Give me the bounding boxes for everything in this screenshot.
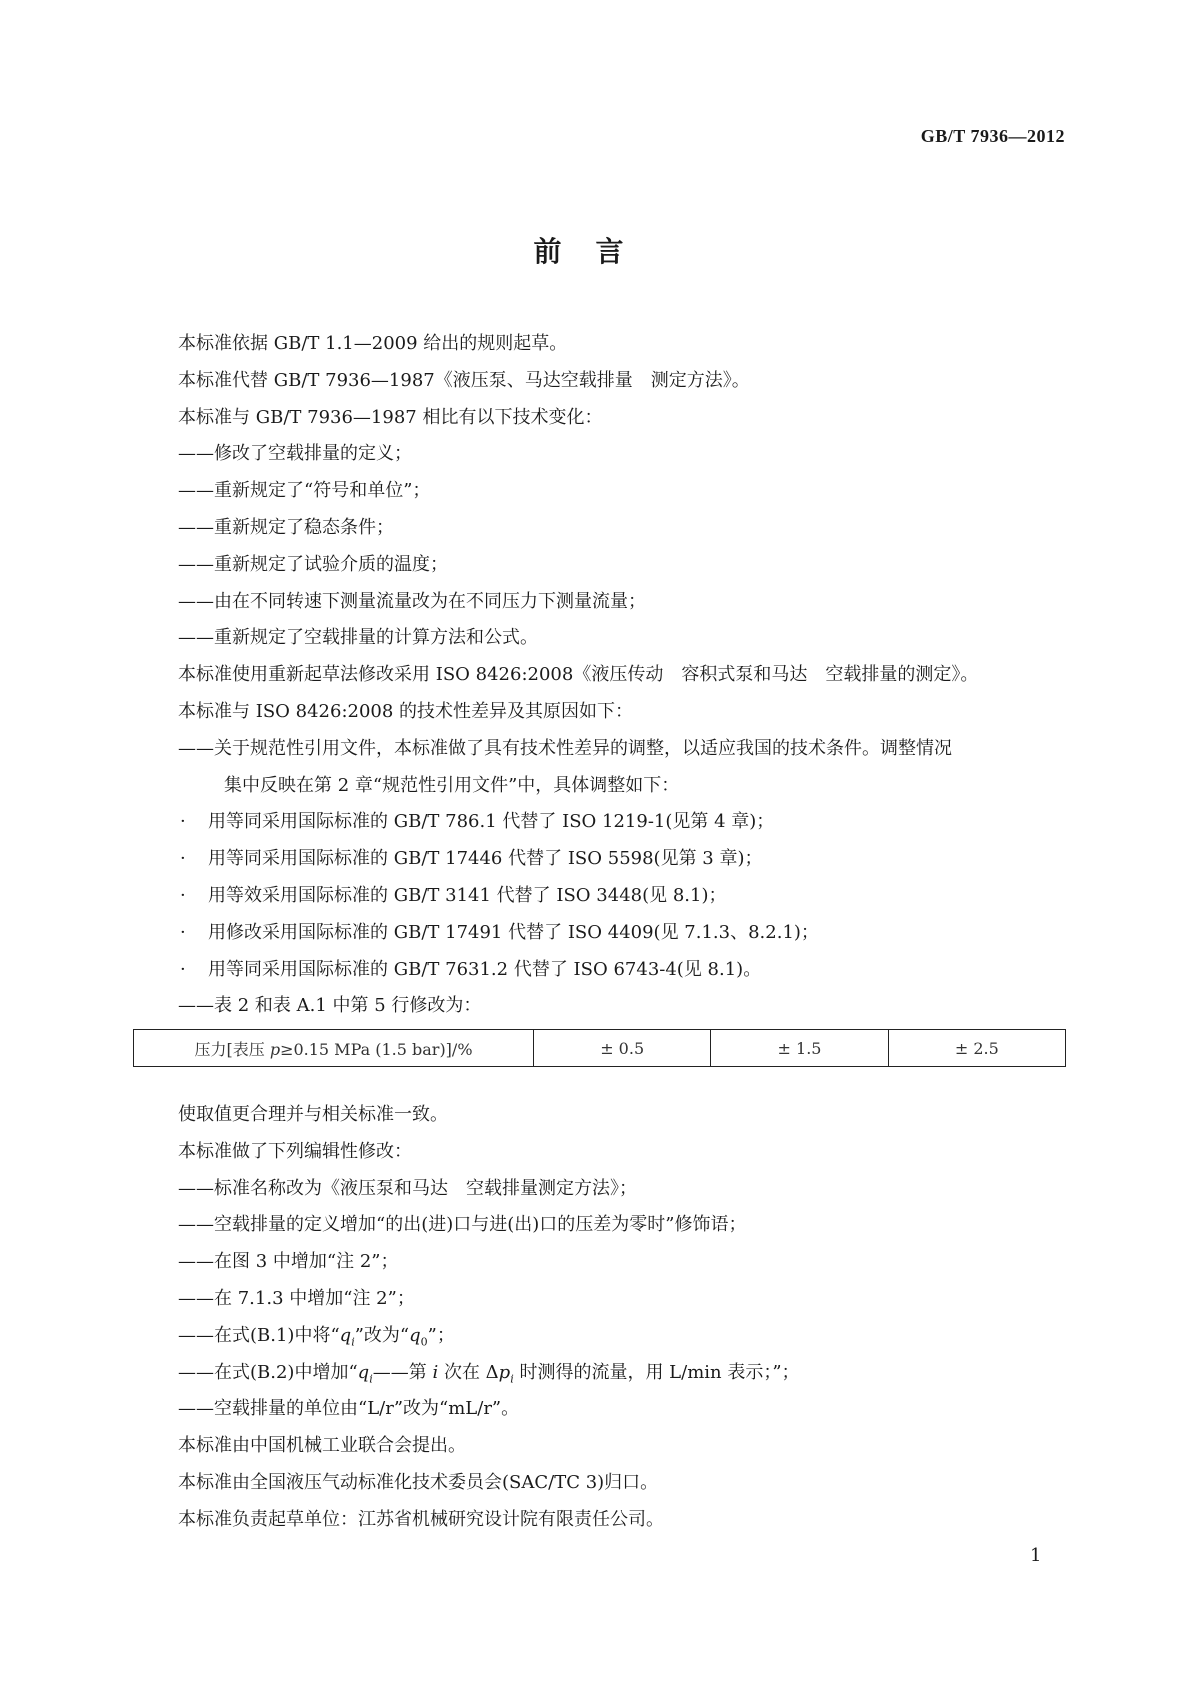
- bullet-icon: ·: [180, 848, 186, 870]
- list-item: ——空载排量的定义增加“的出(进)口与进(出)口的压差为零时”修饰语；: [178, 1214, 747, 1236]
- bullet-icon: ·: [180, 811, 186, 833]
- bullet-icon: ·: [180, 921, 186, 943]
- section-intro: [178, 326, 1068, 1025]
- table-cell: ± 1.5: [711, 1030, 888, 1067]
- bullet-item: · 用等同采用国际标准的 GB/T 17446 代替了 ISO 5598(见第 3 章)；: [176, 841, 1068, 878]
- list-item-continued: 集中反映在第 2 章“规范性引用文件”中，具体调整如下：: [224, 774, 680, 796]
- table-cell-label: 压力[表压 p≥0.15 MPa (1.5 bar)]/%: [134, 1030, 534, 1067]
- bullet-icon: ·: [180, 884, 186, 906]
- page-number: 1: [1030, 1545, 1042, 1566]
- paragraph: 本标准负责起草单位：江苏省机械研究设计院有限责任公司。: [178, 1508, 664, 1530]
- list-item: ——表 2 和表 A.1 中第 5 行修改为：: [178, 995, 482, 1017]
- list-item: ——由在不同转速下测量流量改为在不同压力下测量流量；: [178, 590, 646, 612]
- list-item: ——修改了空载排量的定义；: [178, 443, 412, 465]
- paragraph: 本标准由中国机械工业联合会提出。: [178, 1435, 466, 1457]
- bullet-item: · 用等同采用国际标准的 GB/T 786.1 代替了 ISO 1219-1(见第 4 章)；: [176, 804, 1068, 841]
- modification-table: [133, 1029, 1066, 1067]
- paragraph: 本标准由全国液压气动标准化技术委员会(SAC/TC 3)归口。: [178, 1471, 659, 1493]
- paragraph: 本标准与 ISO 8426:2008 的技术性差异及其原因如下：: [178, 700, 634, 722]
- bullet-item: · 用等效采用国际标准的 GB/T 3141 代替了 ISO 3448(见 8.1)；: [176, 878, 1068, 915]
- paragraph: 使取值更合理并与相关标准一致。: [178, 1104, 448, 1125]
- table-row: [134, 1030, 1066, 1067]
- list-item: ——在 7.1.3 中增加“注 2”；: [178, 1287, 415, 1309]
- list-item-formula-b2: ——在式(B.2)中增加“$q_i——$第 i 次在 $\Delta p_i$ 时测得的流量，用 L/min 表示；”；: [178, 1361, 800, 1386]
- list-item: ——重新规定了稳态条件；: [178, 516, 394, 538]
- list-item: ——重新规定了空载排量的计算方法和公式。: [178, 627, 538, 649]
- list-item: ——空载排量的单位由“L/r”改为“mL/r”。: [178, 1398, 520, 1420]
- paragraph: 本标准代替 GB/T 7936—1987《液压泵、马达空载排量 测定方法》。: [178, 369, 750, 391]
- table-cell: ± 2.5: [888, 1030, 1065, 1067]
- paragraph: 本标准使用重新起草法修改采用 ISO 8426:2008《液压传动 容积式泵和马达 空载排量的测定》。: [178, 664, 979, 686]
- list-item: ——在图 3 中增加“注 2”；: [178, 1251, 399, 1273]
- list-item: ——重新规定了“符号和单位”；: [178, 480, 431, 502]
- page-title: 前言: [533, 235, 658, 268]
- section-editorial: [178, 1097, 1068, 1539]
- paragraph: 本标准做了下列编辑性修改：: [178, 1140, 412, 1162]
- standard-number: GB/T 7936—2012: [920, 126, 1065, 146]
- table-cell: ± 0.5: [534, 1030, 711, 1067]
- bullet-item: · 用修改采用国际标准的 GB/T 17491 代替了 ISO 4409(见 7.1.3、8.2.1)；: [176, 915, 1068, 952]
- list-item-formula-b1: ——在式(B.1)中将“$q_i$”改为“$q_0$”；: [178, 1324, 455, 1349]
- list-item: ——重新规定了试验介质的温度；: [178, 553, 448, 575]
- list-item: ——标准名称改为《液压泵和马达 空载排量测定方法》；: [178, 1177, 637, 1199]
- paragraph: 本标准依据 GB/T 1.1—2009 给出的规则起草。: [178, 333, 568, 354]
- bullet-item: · 用等同采用国际标准的 GB/T 7631.2 代替了 ISO 6743-4(见 8.1)。: [176, 952, 1068, 989]
- bullet-icon: ·: [180, 958, 186, 980]
- paragraph: 本标准与 GB/T 7936—1987 相比有以下技术变化：: [178, 406, 603, 428]
- list-item: ——关于规范性引用文件，本标准做了具有技术性差异的调整，以适应我国的技术条件。调整情况: [178, 737, 952, 759]
